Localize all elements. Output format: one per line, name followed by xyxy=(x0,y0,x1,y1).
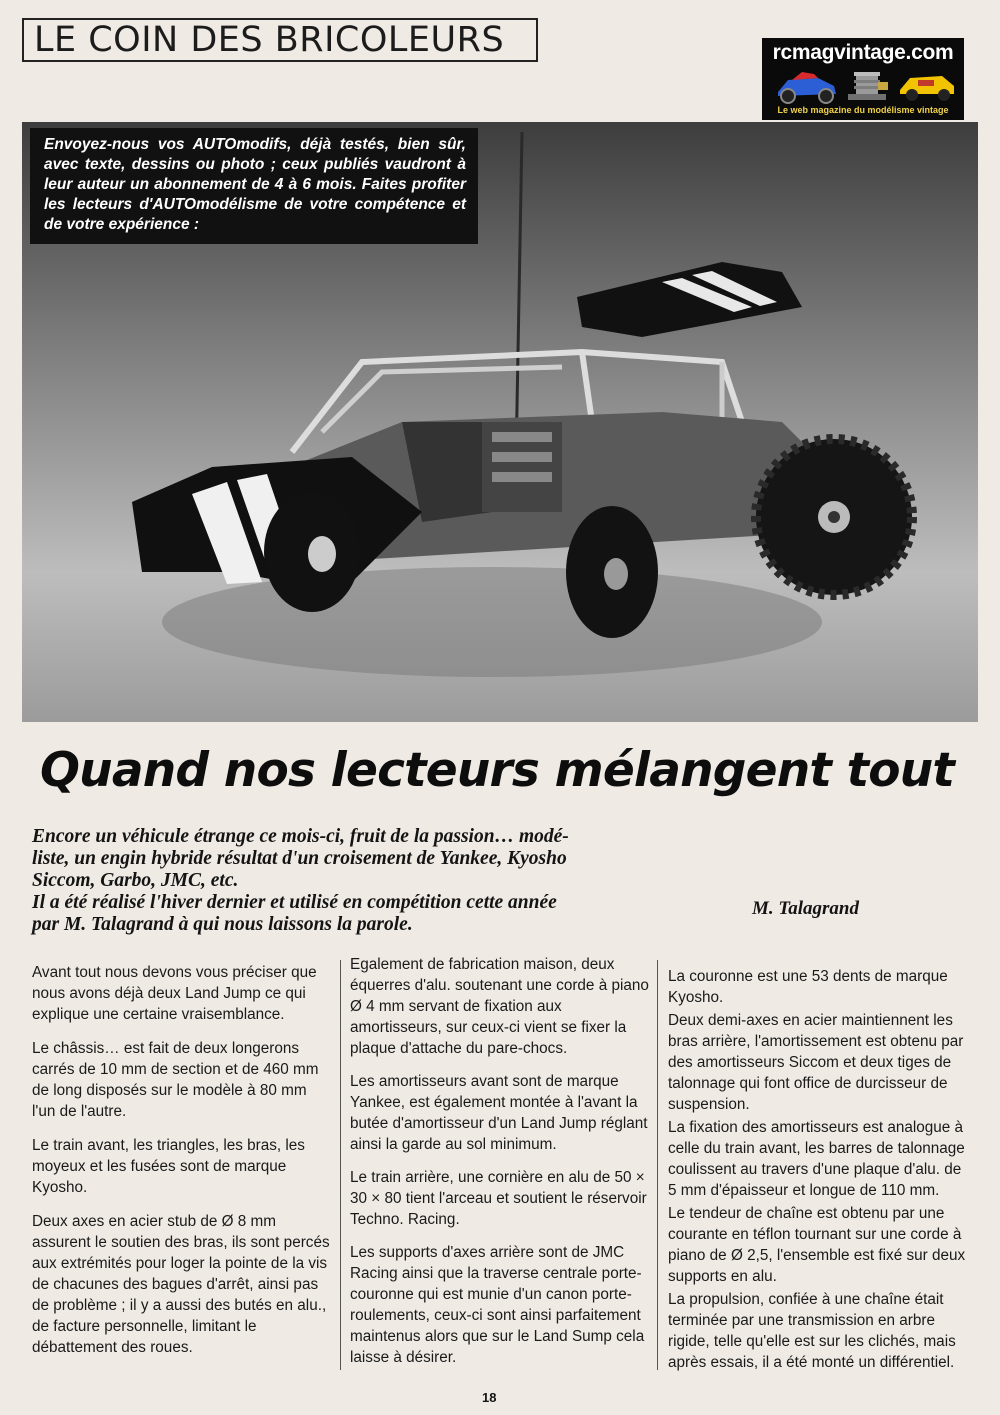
standfirst-line: Encore un véhicule étrange ce mois-ci, fruit de la passion… modé- xyxy=(32,826,569,847)
standfirst-line: Il a été réalisé l'hiver dernier et utilisé en compétition cette année xyxy=(32,892,557,913)
paragraph: La couronne est une 53 dents de marque Kyosho. xyxy=(668,968,948,1006)
paragraph: Les supports d'axes arrière sont de JMC Racing ainsi que la traverse centrale porte-couronne qui est munie d'un canon porte-roulements, ceux-ci sont ainsi parfaitement maintenus alors que sur le Land Sump cela laisse à désirer. xyxy=(350,1244,645,1366)
standfirst-line: par M. Talagrand à qui nous laissons la parole. xyxy=(32,914,413,935)
article-column-3 xyxy=(668,966,968,1375)
logo-subtitle: Le web magazine du modélisme vintage xyxy=(777,105,949,115)
page-number: 18 xyxy=(482,1390,497,1405)
paragraph: La fixation des amortisseurs est analogue à celle du train avant, les barres de talonnage coulissent au travers d'une plaque d'alu. de 5 mm d'épaisseur et longue de 110 mm. xyxy=(668,1119,965,1199)
paragraph: Les amortisseurs avant sont de marque Yankee, est également montée à l'avant la butée d'amortisseur d'un Land Jump réglant ainsi la garde au sol minimum. xyxy=(350,1073,648,1153)
logo-title: rcmagvintage.com xyxy=(772,41,954,64)
standfirst-line: Siccom, Garbo, JMC, etc. xyxy=(32,870,239,891)
paragraph: Le train arrière, une cornière en alu de 50 × 30 × 80 tient l'arceau et soutient le réservoir Techno. Racing. xyxy=(350,1169,647,1228)
article-column-2 xyxy=(350,954,650,1380)
paragraph: Egalement de fabrication maison, deux équerres d'alu. soutenant une corde à piano Ø 4 mm servant de fixation aux amortisseurs, sur ceux-ci vient se fixer la plaque d'attache du pare-chocs. xyxy=(350,956,649,1057)
article-author: M. Talagrand xyxy=(752,898,859,919)
intro-box: Envoyez-nous vos AUTOmodifs, déjà testés, bien sûr, avec texte, dessins ou photo ; ceux publiés vaudront à leur auteur un abonnement de 4 à 6 mois. Faites profiter les lecteurs d'AUTOmodélisme de votre compétence et de votre expérience : xyxy=(30,128,478,244)
paragraph: Le châssis… est fait de deux longerons carrés de 10 mm de section et de 460 mm de long disposés sur le modèle à 80 mm l'un de l'autre. xyxy=(32,1040,319,1120)
site-logo[interactable] xyxy=(762,38,964,120)
column-divider xyxy=(657,960,658,1370)
paragraph: Le tendeur de chaîne est obtenu par une courante en téflon tournant sur une corde à piano de Ø 2,5, l'ensemble est fixé sur deux supports en alu. xyxy=(668,1205,966,1285)
article-column-1 xyxy=(32,962,332,1371)
paragraph: Le train avant, les triangles, les bras, les moyeux et les fusées sont de marque Kyosho. xyxy=(32,1137,305,1196)
section-header: LE COIN DES BRICOLEURS xyxy=(22,18,538,62)
paragraph: La propulsion, confiée à une chaîne était terminée par une transmission en arbre rigide, telle qu'elle est sur les clichés, mais après essais, il a été monté un différentiel. xyxy=(668,1291,956,1371)
race-car-icon xyxy=(896,68,958,104)
engine-icon xyxy=(846,68,892,104)
buggy-icon xyxy=(772,68,842,104)
paragraph: Avant tout nous devons vous préciser que nous avons déjà deux Land Jump ce qui explique une certaine vraisemblance. xyxy=(32,964,317,1023)
column-divider xyxy=(340,960,341,1370)
standfirst-line: liste, un engin hybride résultat d'un croisement de Yankee, Kyosho xyxy=(32,848,567,869)
article-headline: Quand nos lecteurs mélangent tout xyxy=(40,743,955,798)
paragraph: Deux demi-axes en acier maintiennent les bras arrière, l'amortissement est obtenu par des amortisseurs Siccom et deux tiges de talonnage qui font office de durcisseur de suspension. xyxy=(668,1012,964,1113)
paragraph: Deux axes en acier stub de Ø 8 mm assurent le soutien des bras, ils sont percés aux extrémités pour loger la pointe de la vis de chacunes des bagues d'arrêt, ainsi pas de problème ; il y a aussi des butés en alu., de facture personnelle, limitant le débattement des roues. xyxy=(32,1213,330,1356)
